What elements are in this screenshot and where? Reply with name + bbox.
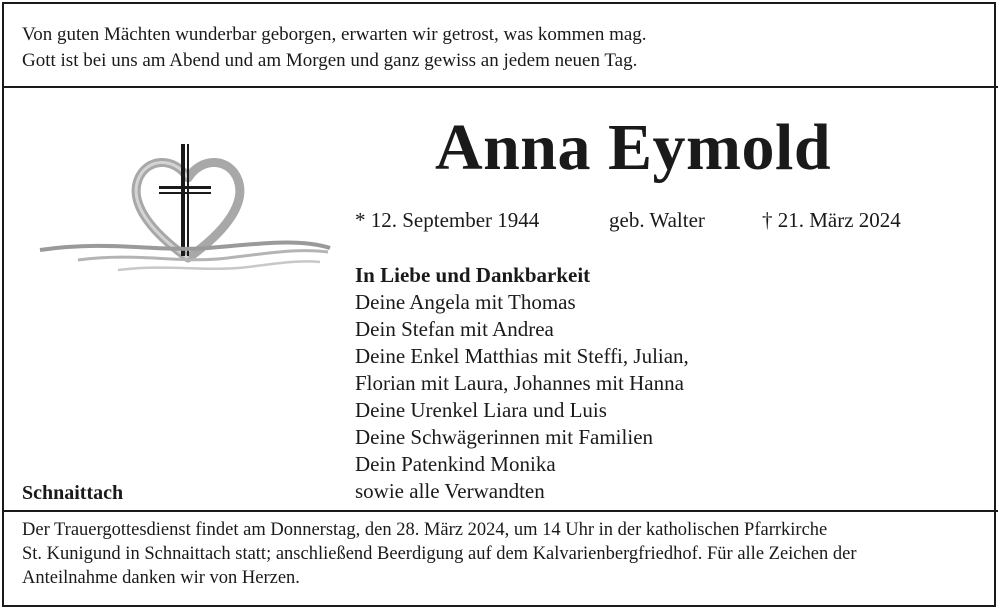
service-line-3: Anteilnahme danken wir von Herzen. [22,568,300,588]
cross-vertical [181,144,185,256]
verse-line-2: Gott ist bei uns am Abend und am Morgen und ganz gewiss an jedem neuen Tag. [22,50,638,71]
wave-3 [118,261,320,270]
maiden-name: geb. Walter [609,208,705,232]
mourner-line: Florian mit Laura, Johannes mit Hanna [355,371,684,395]
mourner-line: Deine Enkel Matthias mit Steffi, Julian, [355,344,689,368]
heart-cross-waves-icon [38,140,338,280]
mourner-line: Dein Stefan mit Andrea [355,317,554,341]
mourner-line: Dein Patenkind Monika [355,452,556,476]
deceased-name: Anna Eymold [434,111,832,184]
mourner-line: sowie alle Verwandten [355,479,545,503]
place-name: Schnaittach [22,482,124,504]
service-line-2: St. Kunigund in Schnaittach statt; anschließend Beerdigung auf dem Kalvarienbergfriedhof. Für alle Zeichen der [22,544,857,564]
mourner-line: Deine Angela mit Thomas [355,290,576,314]
service-info [22,518,982,590]
bottom-divider [2,510,998,512]
cross-horizontal [159,186,211,189]
mourners-heading: In Liebe und Dankbarkeit [355,263,591,287]
verse-line-1: Von guten Mächten wunderbar geborgen, erwarten wir getrost, was kommen mag. [22,24,647,45]
top-divider [2,86,998,88]
birth-date: * 12. September 1944 [355,208,540,232]
service-line-1: Der Trauergottesdienst findet am Donnerstag, den 28. März 2024, um 14 Uhr in der katholischen Pfarrkirche [22,520,828,540]
verse [22,22,647,74]
mourner-line: Deine Schwägerinnen mit Familien [355,425,654,449]
mourners-list [355,262,689,505]
mourner-line: Deine Urenkel Liara und Luis [355,398,607,422]
death-date: † 21. März 2024 [762,208,901,232]
